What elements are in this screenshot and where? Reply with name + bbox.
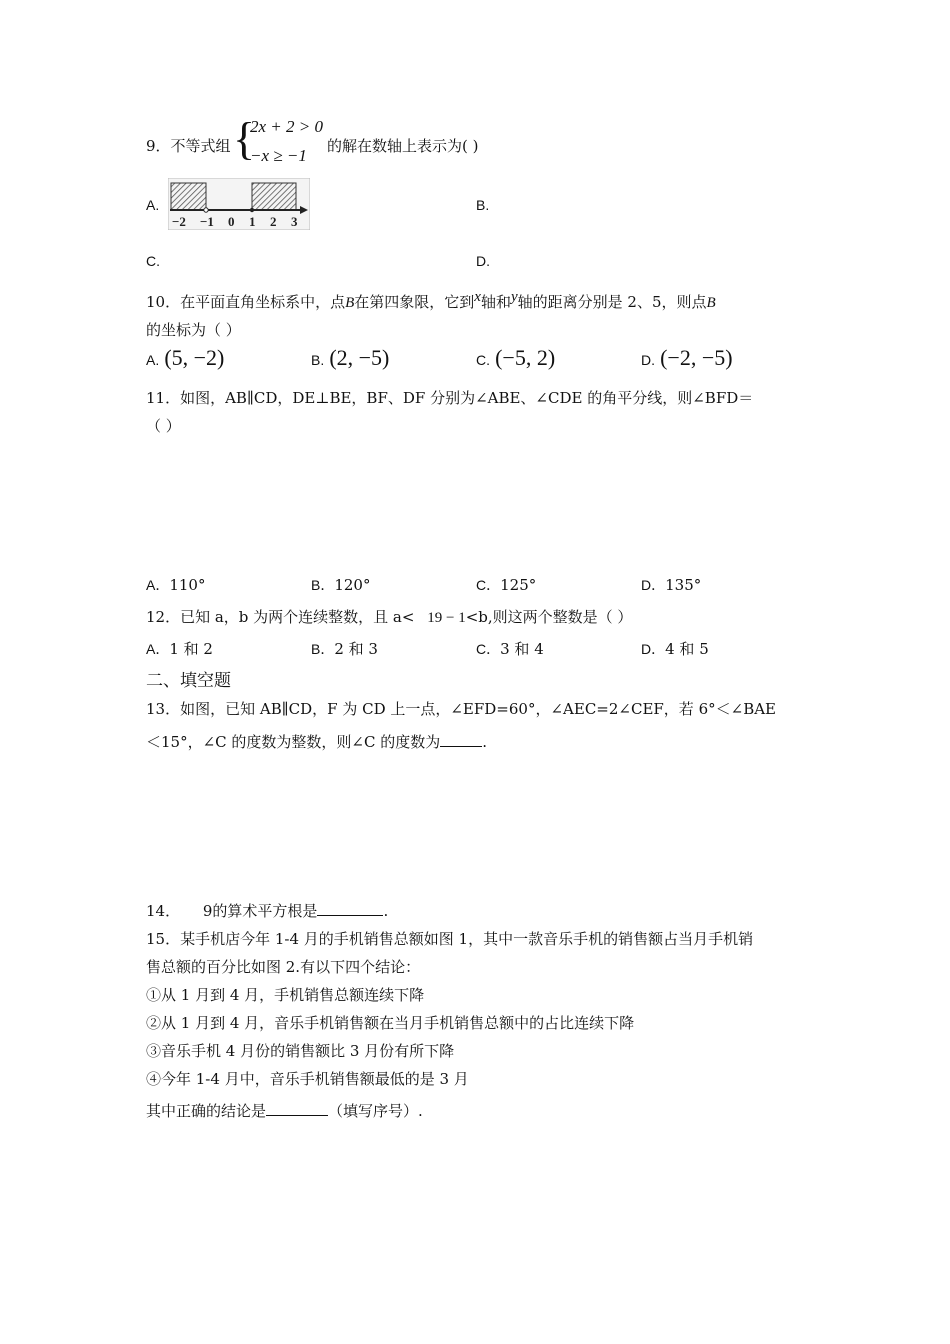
q11-option-label: C． [476, 577, 501, 593]
q14-text: 的算术平方根是 [212, 902, 318, 920]
q12-option-d [641, 639, 709, 659]
q9-number: 9． [146, 137, 171, 155]
q9-tick-label: 2 [270, 214, 277, 229]
q12-option-a [146, 639, 213, 659]
q15-answer-blank [266, 1099, 328, 1116]
q10-text: 轴的距离分别是 2、5，则点 [517, 293, 707, 311]
q11-option-label: B． [311, 577, 335, 593]
q12-option-value: 2 和 3 [334, 640, 378, 658]
q9-number-stem [146, 136, 231, 156]
q9-tick-label: −2 [172, 214, 186, 229]
q10-text: 10．在平面直角坐标系中，点 [146, 293, 346, 311]
q13-answer-blank [440, 730, 482, 747]
q10-option-label: A. [146, 352, 160, 368]
q10-option-value: (2, −5) [329, 345, 390, 370]
q14-answer-blank [317, 899, 383, 916]
q10-y-var: y [510, 289, 518, 305]
q11-option-d [641, 575, 701, 595]
q10-option-label: C. [476, 352, 490, 368]
q12-option-label: A． [146, 641, 170, 657]
q15-conclusion-4: ④今年 1-4 月中，音乐手机销售额最低的是 3 月 [146, 1070, 469, 1088]
q15-conclusion-2: ②从 1 月到 4 月，音乐手机销售额在当月手机销售总额中的占比连续下降 [146, 1014, 635, 1032]
q10-point-b: B [706, 295, 716, 311]
q12-option-value: 1 和 2 [169, 640, 213, 658]
q9-stem: 不等式组 [170, 137, 231, 155]
q10-line-2: 的坐标为（ ） [146, 321, 241, 339]
q13-text: . [482, 733, 487, 751]
q9-shaded-region-left [171, 183, 206, 210]
q10-option-b [311, 345, 389, 371]
q10-option-d [641, 345, 733, 371]
q12-text: <b,则这两个整数是（ ） [465, 608, 633, 626]
q9-tick-label: 0 [228, 214, 235, 229]
q14-number: 14． [146, 902, 181, 920]
q10-option-value: (5, −2) [164, 345, 225, 370]
q12-option-value: 4 和 5 [665, 640, 709, 658]
q13-line-2 [146, 730, 487, 752]
q11-option-label: A． [146, 577, 170, 593]
q9-option-a-number-line [168, 178, 310, 230]
q12-option-label: B． [311, 641, 335, 657]
q15-last-line [146, 1099, 423, 1121]
q9-open-dot [204, 208, 208, 212]
q11-option-value: 125° [500, 576, 537, 594]
q10-line-1 [146, 289, 716, 313]
q9-closed-dot [250, 208, 254, 212]
q10-text: 在第四象限，它到 [354, 293, 475, 311]
q15-line-2: 售总额的百分比如图 2.有以下四个结论： [146, 958, 421, 976]
q12-text: 12．已知 a，b 为两个连续整数，且 a< [146, 608, 415, 626]
q11-option-c [476, 575, 536, 595]
q11-line-1: 11．如图，AB∥CD，DE⊥BE，BF、DF 分别为∠ABE、∠CDE 的角平分线，则∠BFD＝ [146, 389, 754, 407]
q11-option-a [146, 575, 205, 595]
q14-line [146, 899, 388, 921]
q10-option-value: (−2, −5) [660, 345, 733, 370]
q10-text: 轴和 [480, 293, 511, 311]
q9-option-d-label: D. [476, 253, 490, 269]
q11-option-value: 120° [334, 576, 371, 594]
q10-option-label: B. [311, 352, 325, 368]
q9-inequality-1: 2x + 2 > 0 [250, 117, 323, 136]
q12-option-c [476, 639, 544, 659]
q15-conclusion-3: ③音乐手机 4 月份的销售额比 3 月份有所下降 [146, 1042, 455, 1060]
q9-inequality-2: −x ≥ −1 [250, 146, 307, 165]
q12-option-b [311, 639, 378, 659]
q9-option-c-label: C. [146, 253, 160, 269]
q15-text: 其中正确的结论是 [146, 1102, 267, 1120]
q11-option-label: D． [641, 577, 666, 593]
section-heading: 二、填空题 [146, 671, 231, 691]
q9-option-b-label: B. [476, 197, 490, 213]
q12-option-label: D． [641, 641, 666, 657]
q14-radical: 9 [202, 902, 213, 920]
q10-point-b: B [345, 295, 355, 311]
q9-shaded-region-right [252, 183, 296, 210]
q10-option-value: (−5, 2) [495, 345, 556, 370]
q15-line-1: 15．某手机店今年 1-4 月的手机销售总额如图 1，其中一款音乐手机的销售额占当月手机销 [146, 930, 754, 948]
q9-tick-label: −1 [200, 214, 214, 229]
q12-option-label: C． [476, 641, 501, 657]
q9-option-a-label: A. [146, 197, 160, 213]
q14-text: . [383, 902, 389, 920]
q10-option-c [476, 345, 555, 371]
q11-option-value: 135° [665, 576, 702, 594]
q10-option-label: D. [641, 352, 655, 368]
q9-tick-label: 1 [249, 214, 256, 229]
q11-option-value: 110° [169, 576, 206, 594]
q12-option-value: 3 和 4 [500, 640, 544, 658]
q12-stem [146, 607, 632, 628]
q10-x-var: x [474, 289, 481, 305]
q11-line-2: （ ） [146, 417, 181, 435]
q10-option-a [146, 345, 224, 371]
q12-radical-expression: 19 − 1 [427, 610, 466, 626]
q15-conclusion-1: ①从 1 月到 4 月，手机销售总额连续下降 [146, 986, 425, 1004]
q13-line-1: 13．如图，已知 AB∥CD，F 为 CD 上一点，∠EFD=60°，∠AEC=2∠CEF，若 6°＜∠BAE [146, 700, 776, 718]
q9-system-brace: { [233, 113, 256, 164]
q9-tick-label: 3 [291, 214, 298, 229]
q15-text: （填写序号）. [328, 1102, 423, 1120]
q11-option-b [311, 575, 370, 595]
q9-tail: 的解在数轴上表示为( ) [327, 137, 479, 155]
q13-text: ＜15°，∠C 的度数为整数，则∠C 的度数为 [146, 733, 441, 751]
